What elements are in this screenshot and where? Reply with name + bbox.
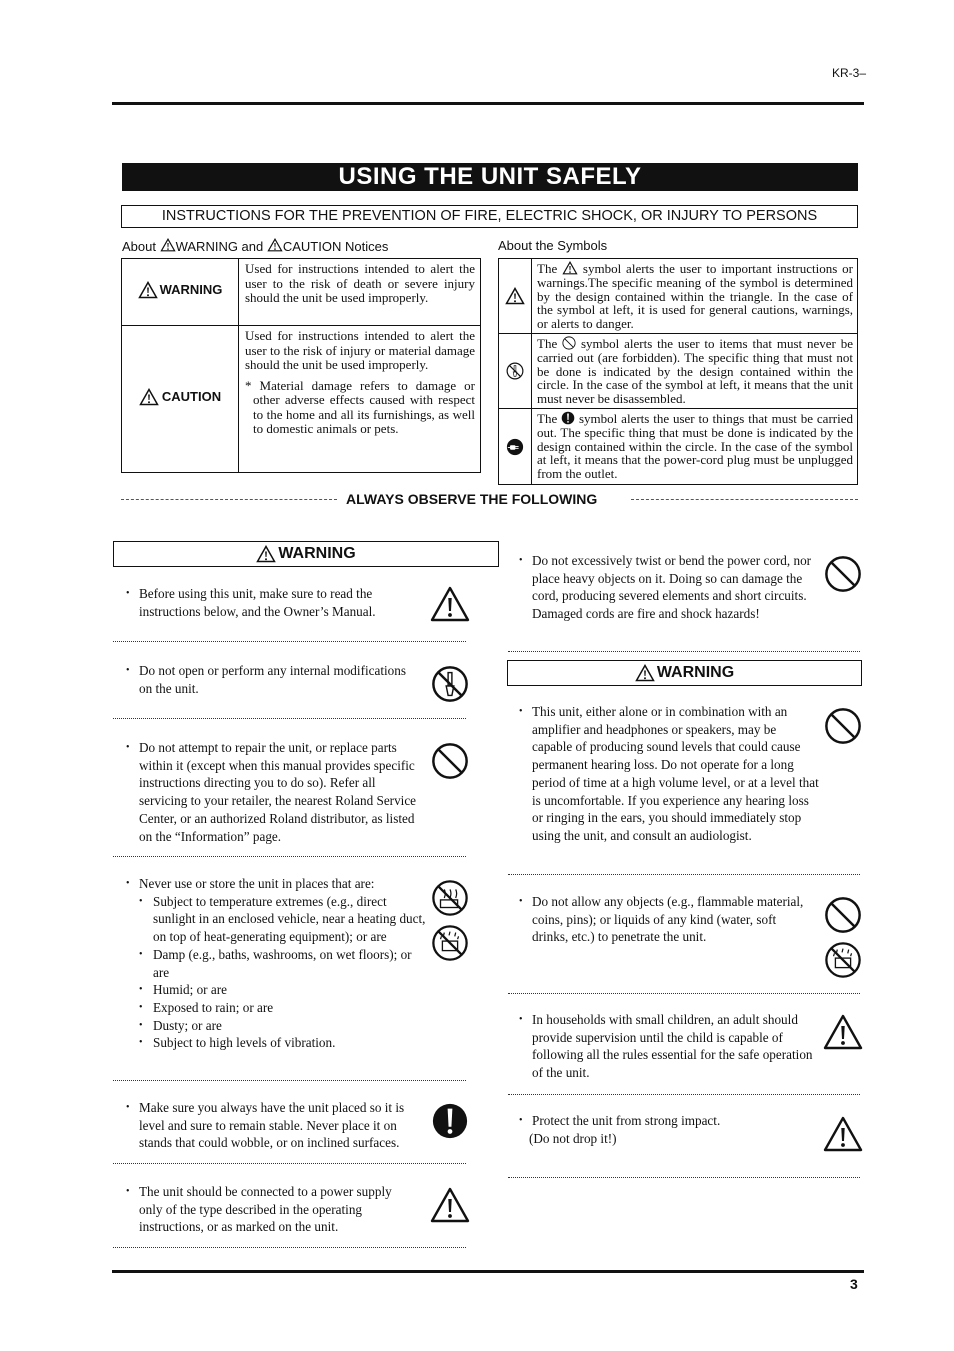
left-item-3: • Do not attempt to repair the unit, or replace parts within it (except when this manual provides specific instructions directing you to do so). Refer all servicing to your retailer, the nearest Roland Service Center, or an authorized Roland distributor, as listed on the “Information” page. <box>126 739 424 845</box>
item-separator <box>113 718 466 719</box>
left-item-2: • Do not open or perform any internal modifications on the unit. <box>126 662 416 697</box>
caution-label-cell <box>122 326 239 473</box>
disassemble-prohibited-icon <box>431 665 469 703</box>
item-separator <box>508 651 860 652</box>
triangle-icon <box>562 261 578 275</box>
water-prohibited-icon <box>824 941 862 979</box>
warning-header-left: WARNING <box>113 541 499 567</box>
caution-icon <box>430 1187 470 1223</box>
caution-description <box>239 326 481 473</box>
symbol-description-caution: The symbol alerts the user to important instructions or warnings.The specific meaning of the symbol is determined by the design contained within the triangle. In the case of the symbol at left, it is used for general cautions, warnings, or alerts to danger. <box>532 259 858 334</box>
item-separator <box>508 1094 860 1095</box>
item-separator <box>508 874 860 875</box>
warning-label-cell <box>122 259 239 326</box>
warning-triangle-icon <box>256 545 276 563</box>
right-item-5-extra: (Do not drop it!) <box>529 1130 617 1146</box>
item-separator <box>113 1163 466 1164</box>
item-separator <box>508 1177 860 1178</box>
right-item-4: • In households with small children, an adult should provide supervision until the child is capable of following all the rules essential for the safe operation of the unit. <box>519 1011 819 1082</box>
disassemble-prohibited-icon <box>506 362 524 380</box>
item-separator <box>508 993 860 994</box>
symbol-description-prohibit: The symbol alerts the user to items that must never be carried out (are forbidden). The specific thing that must not be done is indicated by the design contained within the circle. In the case of the symbol at left, it means that the unit must never be disassembled. <box>532 334 858 409</box>
prohibited-icon <box>824 707 862 745</box>
symbol-cell-caution <box>499 259 532 334</box>
item-separator <box>113 1247 466 1248</box>
left-item-1: • Before using this unit, make sure to read the instructions below, and the Owner’s Manual. <box>126 585 416 620</box>
warning-header-right: WARNING <box>507 660 862 686</box>
caution-icon <box>823 1014 863 1050</box>
item-separator <box>113 856 466 857</box>
prohibited-icon <box>824 896 862 934</box>
left-item-6: • The unit should be connected to a power supply only of the type described in the operating instructions, or as marked on the unit. <box>126 1183 416 1236</box>
prohibited-icon <box>824 555 862 593</box>
notices-heading: About WARNING and CAUTION Notices <box>122 239 389 254</box>
observe-divider-right <box>631 499 858 500</box>
right-item-5: • Protect the unit from strong impact. (Do not drop it!) <box>519 1112 815 1147</box>
heat-prohibited-icon <box>431 879 469 917</box>
bottom-rule <box>112 1270 864 1273</box>
symbol-cell-prohibit <box>499 334 532 409</box>
caution-icon <box>430 586 470 622</box>
caution-triangle-icon <box>267 238 283 252</box>
item-separator <box>113 1080 466 1081</box>
right-item-3: • Do not allow any objects (e.g., flammable material, coins, pins); or liquids of any kind (water, soft drinks, etc.) to penetrate the unit. <box>519 893 815 946</box>
warning-triangle-icon <box>138 281 158 299</box>
item-separator <box>113 641 466 642</box>
page-number: 3 <box>850 1276 858 1292</box>
warning-triangle-icon <box>160 238 176 252</box>
left-item-5: • Make sure you always have the unit placed so it is level and sure to remain stable. Never place it on stands that could wobble, or on inclined surfaces. <box>126 1099 426 1152</box>
prohibited-icon <box>562 336 576 350</box>
mandatory-icon <box>431 1102 469 1140</box>
warning-description: Used for instructions intended to alert the user to the risk of death or severe injury should the unit be used improperly. <box>239 259 481 326</box>
water-prohibited-icon <box>431 924 469 962</box>
right-item-1: • Do not excessively twist or bend the power cord, nor place heavy objects on it. Doing so can damage the cord, producing severed elements and short circuits. Damaged cords are fire and shock hazards! <box>519 552 815 623</box>
caution-icon <box>823 1116 863 1152</box>
caution-triangle-icon <box>139 388 159 406</box>
always-observe-heading: ALWAYS OBSERVE THE FOLLOWING <box>346 491 598 507</box>
mandatory-icon <box>561 411 575 425</box>
caution-symbol-icon <box>505 287 525 305</box>
symbols-table <box>498 258 858 485</box>
caution-label: CAUTION <box>139 388 221 406</box>
model-code: KR-3– <box>832 66 867 80</box>
symbols-heading: About the Symbols <box>498 238 608 253</box>
unplug-icon <box>506 438 524 456</box>
prohibited-icon <box>431 742 469 780</box>
observe-divider-left <box>121 499 337 500</box>
symbol-cell-mandatory <box>499 409 532 485</box>
page-title: USING THE UNIT SAFELY <box>122 163 858 191</box>
right-item-2: • This unit, either alone or in combination with an amplifier and headphones or speakers, may be capable of producing sound levels that could cause permanent hearing loss. Do not operate for a long period of time at a high volume level, or at a level that is uncomfortable. If you experience any hearing loss or ringing in the ears, you should immediately stop using the unit, and consult an audiologist. <box>519 703 819 845</box>
caution-text: Used for instructions intended to alert the user to the risk of injury or material damage should the unit be used improperly. <box>245 328 475 372</box>
left-item-4: • Never use or store the unit in places that are: • Subject to temperature extremes (e.g., direct sunlight in an enclosed vehicle, near a heating duct, on top of heat-generating equipment); or are • Damp (e.g., baths, washrooms, on wet floors); or are • Humid; or are • Exposed to rain; or are • Dusty; or are • Subject to high levels of vibration. <box>126 875 426 1052</box>
top-rule <box>112 102 864 105</box>
page-subtitle: INSTRUCTIONS FOR THE PREVENTION OF FIRE, ELECTRIC SHOCK, OR INJURY TO PERSONS <box>121 205 858 228</box>
warning-label: WARNING <box>138 281 223 299</box>
notices-table <box>121 258 481 473</box>
symbol-description-mandatory: The symbol alerts the user to things that must be carried out. The specific thing that must be done is indicated by the design contained within the circle. In the case of the symbol at left, it means that the power-cord plug must be unplugged from the outlet. <box>532 409 858 485</box>
warning-triangle-icon <box>635 664 655 682</box>
caution-note: * Material damage refers to damage or other adverse effects caused with respect to the home and all its furnishings, as well to domestic animals or pets. <box>245 377 475 436</box>
